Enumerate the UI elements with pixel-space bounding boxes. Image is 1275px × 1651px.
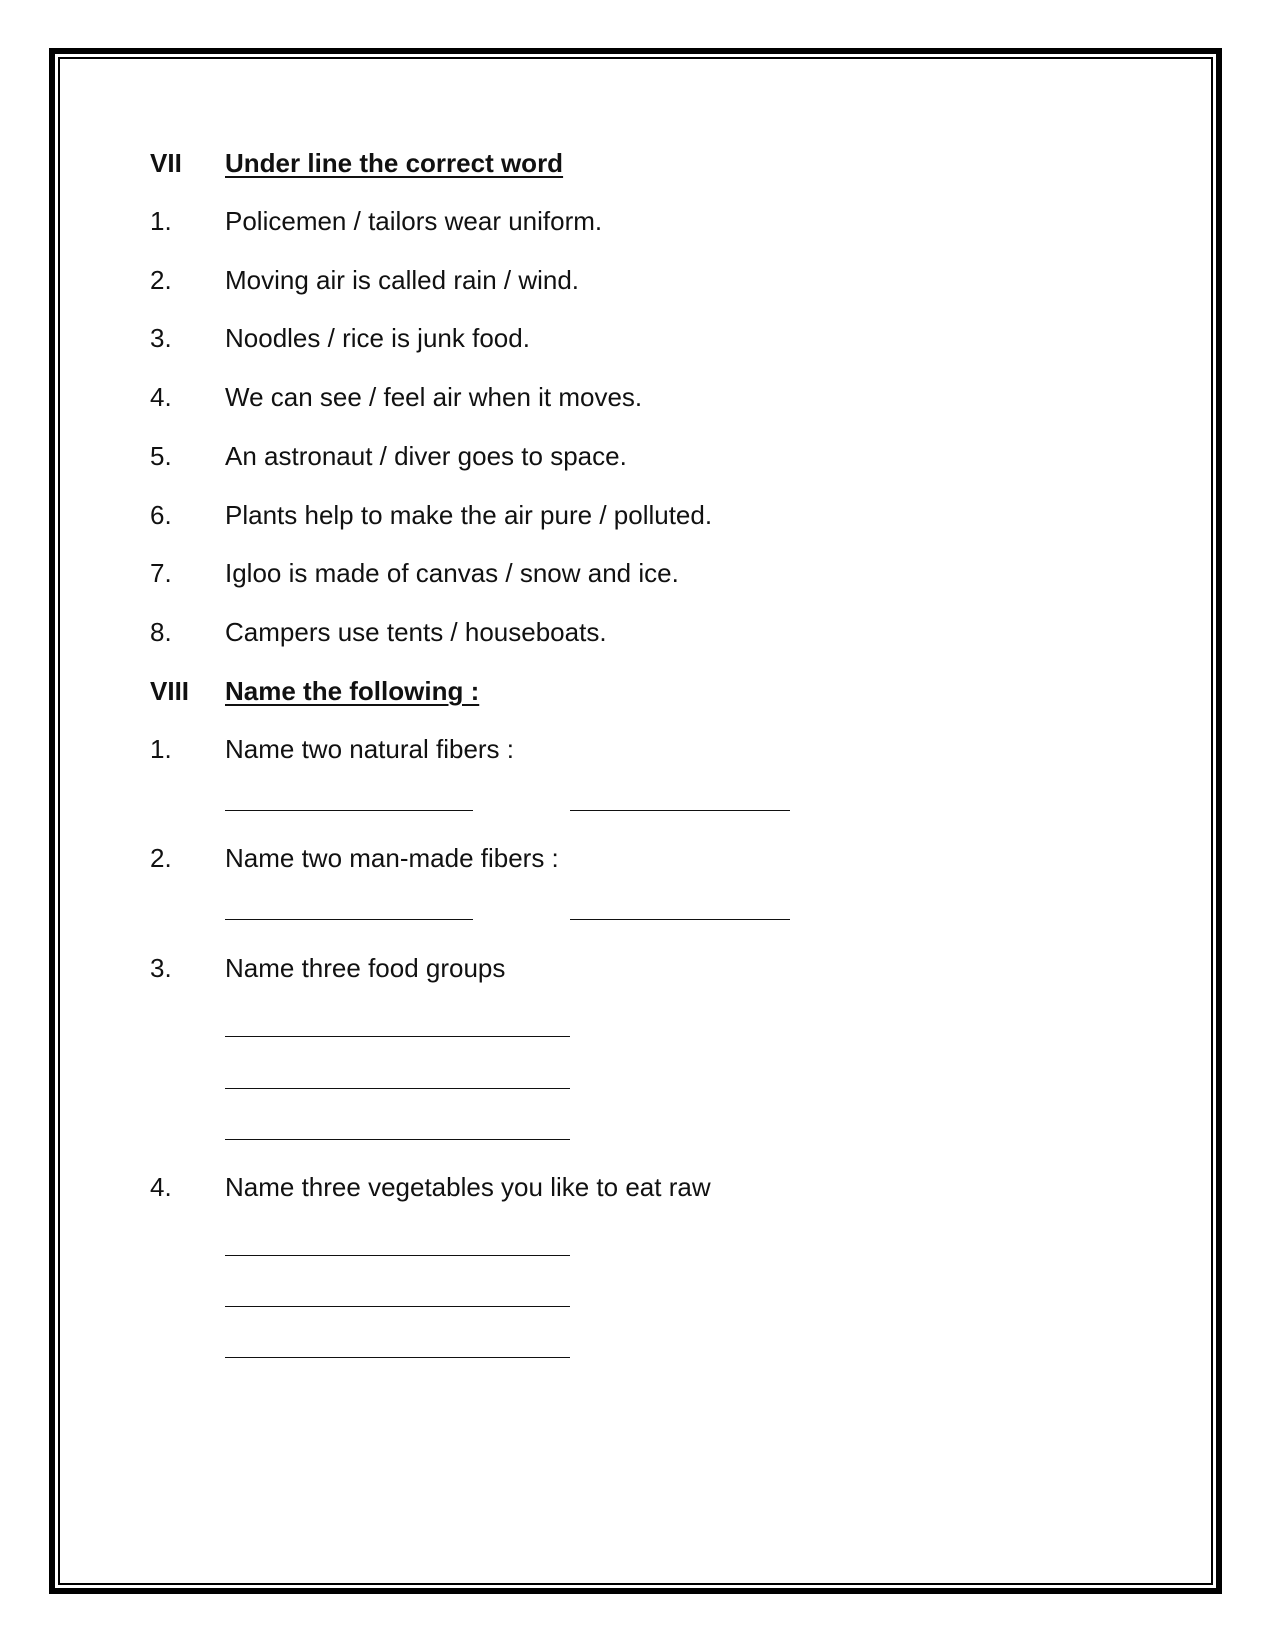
question-number: 1.	[150, 206, 172, 236]
question-text: Name three food groups	[225, 953, 506, 983]
question-item	[150, 441, 627, 472]
question-text: Campers use tents / houseboats.	[225, 617, 607, 647]
section-number: VII	[150, 148, 182, 178]
question-item	[150, 382, 642, 413]
answer-blank[interactable]	[225, 1306, 570, 1307]
question-number: 3.	[150, 953, 172, 983]
question-item	[150, 617, 607, 648]
answer-blank[interactable]	[225, 1255, 570, 1256]
answer-blank[interactable]	[225, 1036, 570, 1037]
question-number: 2.	[150, 843, 172, 873]
section-vii-heading	[150, 148, 563, 179]
question-number: 1.	[150, 734, 172, 764]
question-number: 3.	[150, 323, 172, 353]
answer-blank[interactable]	[225, 810, 473, 811]
question-text: Name two natural fibers :	[225, 734, 515, 764]
question-number: 2.	[150, 265, 172, 295]
question-item	[150, 500, 712, 531]
question-item	[150, 1172, 711, 1203]
question-text: Plants help to make the air pure / polluted.	[225, 500, 713, 530]
question-text: Noodles / rice is junk food.	[225, 323, 530, 353]
question-number: 6.	[150, 500, 172, 530]
question-number: 5.	[150, 441, 172, 471]
question-text: Moving air is called rain / wind.	[225, 265, 580, 295]
answer-blank[interactable]	[225, 919, 473, 920]
section-number: VIII	[150, 676, 190, 706]
question-number: 7.	[150, 558, 172, 588]
question-item	[150, 265, 579, 296]
question-text: Name two man-made fibers :	[225, 843, 559, 873]
section-title: Under line the correct word	[225, 148, 564, 178]
question-item	[150, 323, 530, 354]
question-item	[150, 843, 559, 874]
answer-blank[interactable]	[570, 919, 790, 920]
question-item	[150, 558, 679, 589]
question-number: 8.	[150, 617, 172, 647]
section-viii-heading	[150, 676, 479, 707]
question-number: 4.	[150, 1172, 172, 1202]
question-item	[150, 953, 505, 984]
answer-blank[interactable]	[225, 1088, 570, 1089]
answer-blank[interactable]	[570, 810, 790, 811]
question-text: Policemen / tailors wear uniform.	[225, 206, 603, 236]
section-title: Name the following :	[225, 676, 480, 706]
question-item	[150, 206, 602, 237]
question-text: Name three vegetables you like to eat raw	[225, 1172, 711, 1202]
answer-blank[interactable]	[225, 1139, 570, 1140]
question-number: 4.	[150, 382, 172, 412]
question-text: An astronaut / diver goes to space.	[225, 441, 627, 471]
answer-blank[interactable]	[225, 1357, 570, 1358]
question-text: We can see / feel air when it moves.	[225, 382, 643, 412]
question-item	[150, 734, 514, 765]
question-text: Igloo is made of canvas / snow and ice.	[225, 558, 679, 588]
